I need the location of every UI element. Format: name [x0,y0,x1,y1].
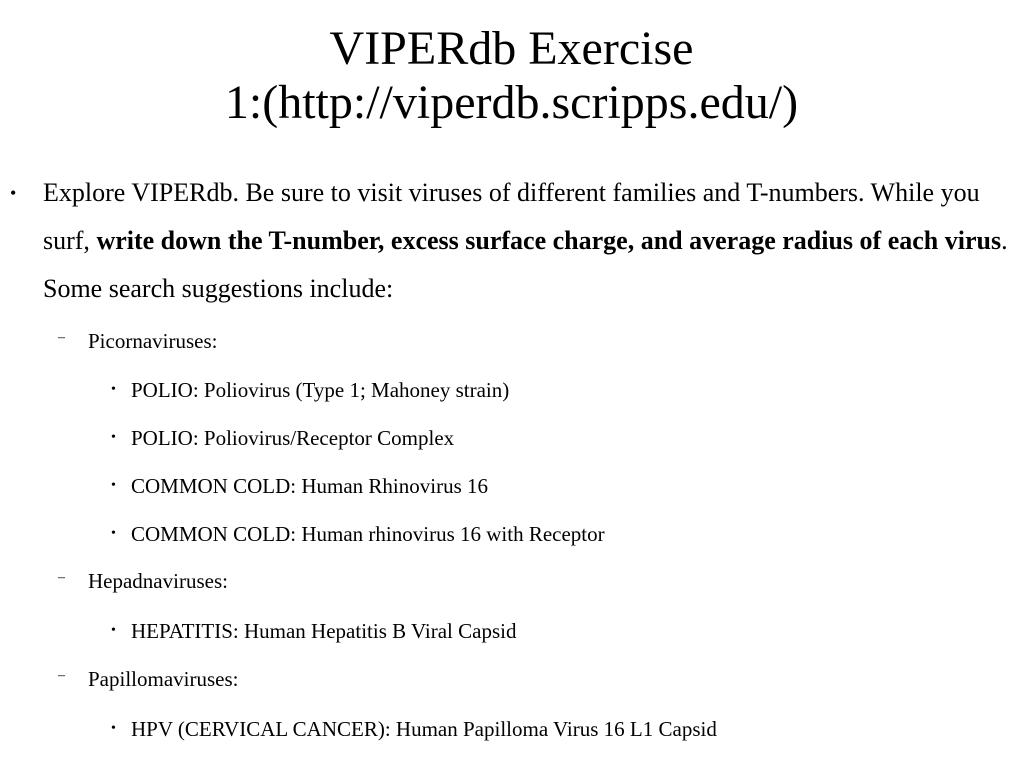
title-line-1: VIPERdb Exercise [329,22,694,75]
main-bullet-text [43,169,1021,313]
virus-item: HEPATITIS: Human Hepatitis B Viral Capsid [131,619,517,643]
virus-item: COMMON COLD: Human Rhinovirus 16 [131,474,489,498]
title-line-2: 1:(http://viperdb.scripps.edu/) [224,76,799,129]
dash-icon: – [58,570,65,585]
bullet-icon: • [111,478,116,493]
family-label: Hepadnaviruses: [88,569,228,593]
slide-title [0,22,1023,130]
bullet-icon: • [111,382,116,397]
virus-item: POLIO: Poliovirus (Type 1; Mahoney strain) [131,378,510,402]
family-label: Picornaviruses: [88,329,218,353]
main-bullet-text-end: . Some search suggestions include: [43,226,1008,303]
bullet-icon: • [111,623,116,638]
virus-item: HPV (CERVICAL CANCER): Human Papilloma Virus 16 L1 Capsid [131,717,717,741]
family-label: Papillomaviruses: [88,667,239,691]
bullet-icon: • [111,430,116,445]
bullet-icon: • [111,526,116,541]
dash-icon: – [58,330,65,345]
bullet-icon: • [10,183,17,203]
main-bullet-text-start: Explore VIPERdb. Be sure to visit viruses of different families and T-numbers. While you surf, [43,178,980,255]
virus-item: POLIO: Poliovirus/Receptor Complex [131,426,455,450]
virus-item: COMMON COLD: Human rhinovirus 16 with Receptor [131,522,605,546]
bullet-icon: • [111,721,116,736]
dash-icon: – [58,668,65,683]
main-bullet-emphasis: write down the T-number, excess surface charge, and average radius of each virus [96,226,1002,255]
